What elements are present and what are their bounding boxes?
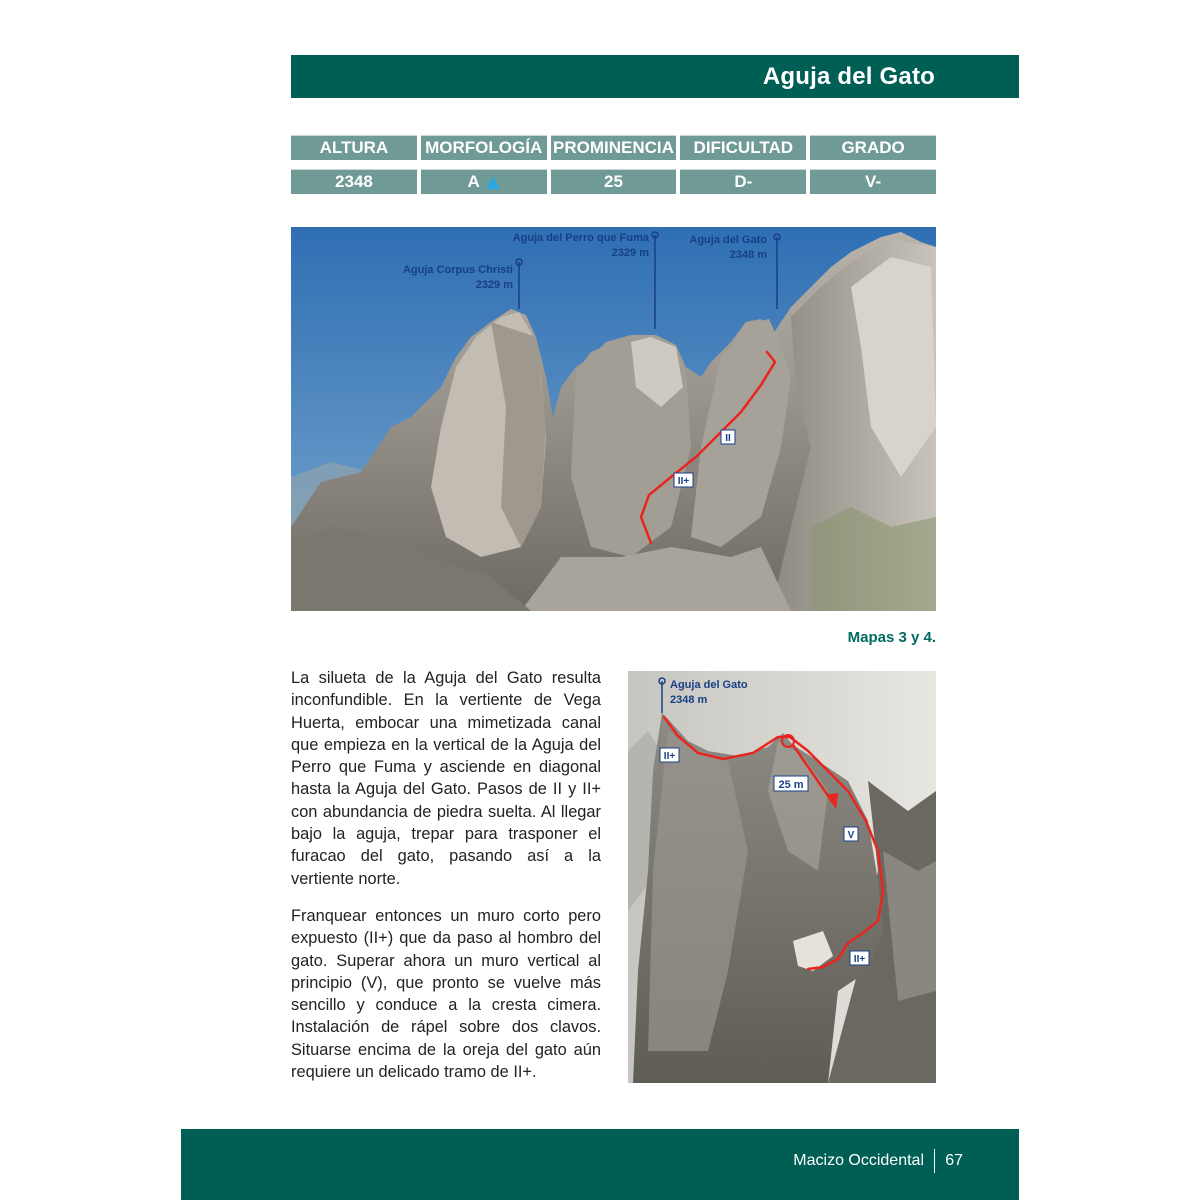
closeup-grade-ii-plus-bottom: II+ — [853, 954, 866, 965]
mountain-photo-illustration — [291, 227, 936, 611]
stat-value-altura: 2348 — [291, 169, 417, 194]
header-bar — [291, 55, 1019, 98]
stat-label-morfologia: MORFOLOGÍA — [421, 135, 547, 160]
footer-section-name: Macizo Occidental — [793, 1152, 924, 1169]
description-text — [291, 667, 601, 1098]
stat-label-prominencia: PROMINENCIA — [551, 135, 677, 160]
closeup-grade-v: V — [847, 830, 855, 841]
stat-label-altura: ALTURA — [291, 135, 417, 160]
page-title: Aguja del Gato — [762, 63, 935, 90]
peak-elev-perro-que-fuma: 2329 m — [611, 247, 649, 259]
stats-value-row — [291, 169, 936, 194]
stat-value-morfologia-cell — [421, 169, 547, 194]
page-number: 67 — [945, 1152, 963, 1169]
footer-divider — [934, 1149, 935, 1173]
mountain-photo — [291, 227, 936, 611]
stats-table — [291, 135, 936, 203]
route-grade-ii: II — [725, 433, 731, 444]
footer-bar — [181, 1129, 1019, 1200]
stat-label-dificultad: DIFICULTAD — [680, 135, 806, 160]
closeup-photo-illustration — [628, 671, 936, 1083]
peak-elev-gato: 2348 m — [729, 249, 767, 261]
peak-label-corpus-christi: Aguja Corpus Christi — [402, 264, 513, 276]
description-paragraph-1: La silueta de la Aguja del Gato resulta inconfundible. En la vertiente de Vega Huerta, embocar una mimetizada canal que empieza en la vertical de la Aguja del Perro que Fuma y asciende en diagonal hasta la Aguja del Gato. Pasos de II y II+ con abundancia de piedra suelta. Al llegar bajo la aguja, trepar para trasponer el furacao del gato, pasando así a la vertiente norte. — [291, 669, 601, 888]
route-grade-ii-plus: II+ — [677, 476, 690, 487]
closeup-grade-ii-plus-top: II+ — [663, 751, 676, 762]
description-paragraph-2: Franquear entonces un muro corto pero expuesto (II+) que da paso al hombro del gato. Superar ahora un muro vertical al principio (V), que pronto se vuelve más sencillo y conduce a la cresta cimera. Instalación de rápel sobre dos clavos. Situarse encima de la oreja del gato aún requiere un delicado tramo de II+. — [291, 906, 601, 1082]
stat-value-dificultad: D- — [680, 169, 806, 194]
closeup-peak-label: Aguja del Gato — [670, 679, 748, 691]
stat-value-morfologia: A — [467, 172, 480, 191]
closeup-photo — [628, 671, 936, 1083]
map-caption: Mapas 3 y 4. — [847, 629, 936, 646]
stat-value-prominencia: 25 — [551, 169, 677, 194]
triangle-icon — [486, 176, 500, 189]
peak-label-perro-que-fuma: Aguja del Perro que Fuma — [512, 232, 649, 244]
peak-label-gato: Aguja del Gato — [689, 234, 767, 246]
rappel-length-label: 25 m — [778, 779, 804, 791]
stats-header-row — [291, 135, 936, 160]
peak-elev-corpus-christi: 2329 m — [475, 279, 513, 291]
closeup-peak-elevation: 2348 m — [670, 694, 708, 706]
stat-value-grado: V- — [810, 169, 936, 194]
stat-label-grado: GRADO — [810, 135, 936, 160]
